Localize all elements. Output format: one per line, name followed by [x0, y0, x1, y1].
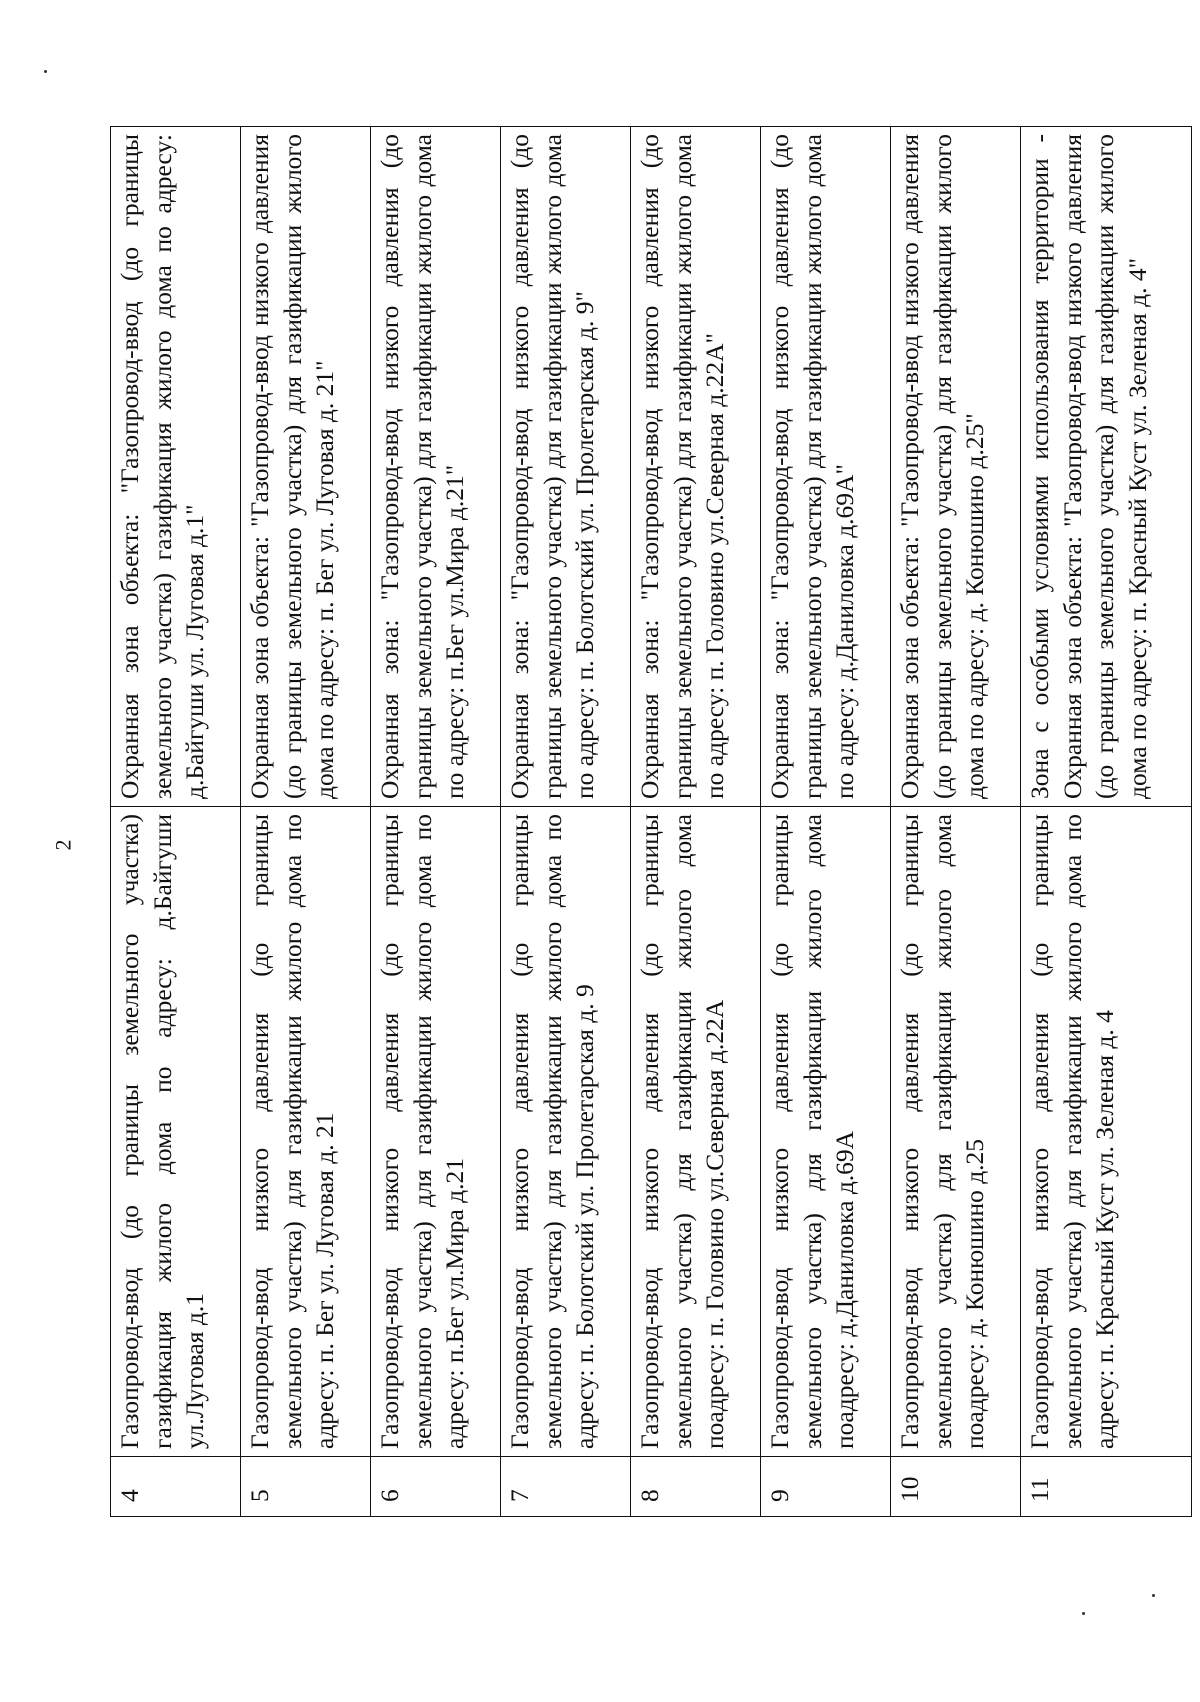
object-description: Газопровод-ввод низкого давления (до границы земельного участка) для газификации жилого дома поадресу: д.Даниловка д.69А — [761, 807, 891, 1457]
table-row — [241, 127, 371, 1517]
row-number: 8 — [631, 1457, 761, 1517]
table-row — [891, 127, 1021, 1517]
zone-description: Охранная зона: "Газопровод-ввод низкого давления (до границы земельного участка) для газификации жилого дома по адресу: п. Головино ул.Северная д.22А" — [631, 127, 761, 807]
zone-description: Охранная зона объекта: "Газопровод-ввод низкого давления (до границы земельного участка) для газификации жилого дома по адресу: п. Бег ул. Луговая д. 21" — [241, 127, 371, 807]
zone-description: Охранная зона: "Газопровод-ввод низкого давления (до границы земельного участка) для газификации жилого дома по адресу: д.Даниловка д.69А" — [761, 127, 891, 807]
gas-pipeline-table — [110, 126, 1192, 1517]
table-row — [111, 127, 241, 1517]
rotated-table-container — [110, 127, 1192, 1517]
row-number: 10 — [891, 1457, 1021, 1517]
object-description: Газопровод-ввод низкого давления (до границы земельного участка) для газификации жилого дома по адресу: п.Бег ул.Мира д.21 — [371, 807, 501, 1457]
zone-description: Охранная зона: "Газопровод-ввод низкого давления (до границы земельного участка) для газификации жилого дома по адресу: п.Бег ул.Мира д.21" — [371, 127, 501, 807]
table-row — [761, 127, 891, 1517]
object-description: Газопровод-ввод низкого давления (до границы земельного участка) для газификации жилого дома поадресу: п. Головино ул.Северная д.22А — [631, 807, 761, 1457]
row-number: 9 — [761, 1457, 891, 1517]
row-number: 6 — [371, 1457, 501, 1517]
zone-description: Охранная зона объекта: "Газопровод-ввод низкого давления (до границы земельного участка) для газификации жилого дома по адресу: д. Конюшино д.25" — [891, 127, 1021, 807]
scan-speck — [1152, 1594, 1155, 1597]
zone-description: Зона с особыми условиями использования территории - Охранная зона объекта: "Газопровод-ввод низкого давления (до границы земельного участка) для газификации жилого дома по адресу: п. Красный Куст ул. Зеленая д. 4" — [1021, 127, 1192, 807]
object-description: Газопровод-ввод низкого давления (до границы земельного участка) для газификации жилого дома по адресу: п. Красный Куст ул. Зеленая д. 4 — [1021, 807, 1192, 1457]
table-row — [501, 127, 631, 1517]
page-number: 2 — [50, 839, 76, 851]
zone-description: Охранная зона: "Газопровод-ввод низкого давления (до границы земельного участка) для газификации жилого дома по адресу: п. Болотский ул. Пролетарская д. 9" — [501, 127, 631, 807]
zone-description: Охранная зона объекта: "Газопровод-ввод (до границы земельного участка) газификация жилого дома по адресу: д.Байгуши ул. Луговая д.1" — [111, 127, 241, 807]
object-description: Газопровод-ввод низкого давления (до границы земельного участка) для газификации жилого дома поадресу: д. Конюшино д.25 — [891, 807, 1021, 1457]
object-description: Газопровод-ввод низкого давления (до границы земельного участка) для газификации жилого дома по адресу: п. Болотский ул. Пролетарская д. 9 — [501, 807, 631, 1457]
scan-speck — [1082, 1612, 1085, 1615]
row-number: 11 — [1021, 1457, 1192, 1517]
object-description: Газопровод-ввод низкого давления (до границы земельного участка) для газификации жилого дома по адресу: п. Бег ул. Луговая д. 21 — [241, 807, 371, 1457]
scan-speck — [44, 70, 47, 73]
row-number: 7 — [501, 1457, 631, 1517]
table-row — [631, 127, 761, 1517]
object-description: Газопровод-ввод (до границы земельного участка) газификация жилого дома по адресу: д.Байгуши ул.Луговая д.1 — [111, 807, 241, 1457]
row-number: 4 — [111, 1457, 241, 1517]
row-number: 5 — [241, 1457, 371, 1517]
table-row — [1021, 127, 1192, 1517]
table-row — [371, 127, 501, 1517]
